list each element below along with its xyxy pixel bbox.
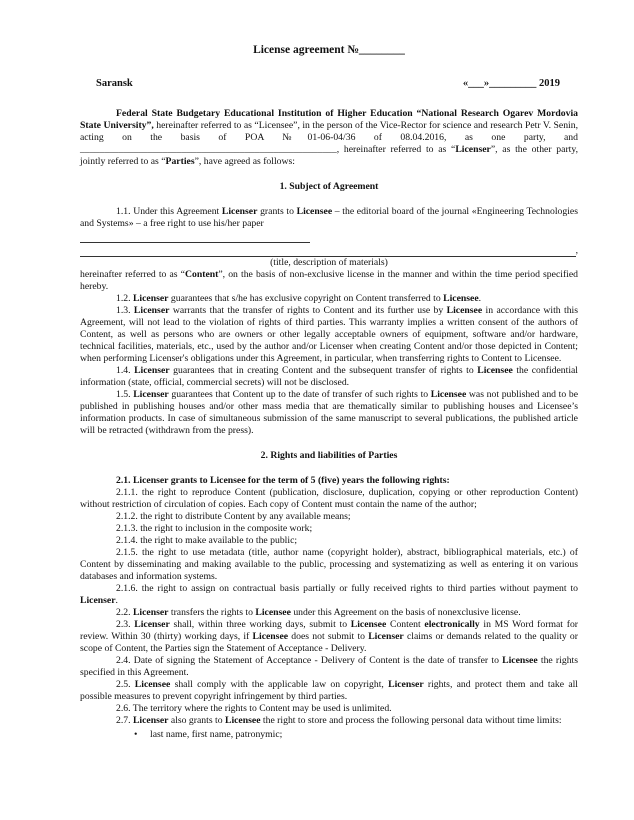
clause-1-2: 1.2. Licenser guarantees that s/he has exclusive copyright on Content transferred to Licensee. — [116, 293, 482, 304]
party-name: Federal State Budgetary Educational Institution of Higher Education “National Research Ogarev Mordovia State University”, — [80, 108, 578, 131]
city: Saransk — [96, 78, 133, 89]
section-2-heading: 2. Rights and liabilities of Parties — [260, 450, 398, 461]
clause-2-1-3: 2.1.3. the right to inclusion in the composite work; — [116, 523, 313, 534]
clause-2-3: 2.3. Licenser shall, within three working days, submit to Licensee Content electronically in MS Word format for review. Within 30 (thirty) working days, if Licensee does not submit to Licenser claims or demands related to the quality or scope of Content, the Parties sign the Statement of Acceptance - Delivery. — [80, 619, 579, 654]
paper-title-blank-2 — [80, 245, 576, 257]
clause-1-1-continuation: hereinafter referred to as “Content”, on the basis of non-exclusive license in the manner and within the time period specified hereby. — [80, 269, 579, 292]
clause-1-4: 1.4. Licenser guarantees that in creating Content and the subsequent transfer of rights to Licensee the confidential information (state, official, commercial secrets) will not be disclosed. — [80, 365, 579, 388]
clause-2-1-1: 2.1.1. the right to reproduce Content (publication, disclosure, duplication, copying or other reproduction Content) without restriction of circulation of copies. Each copy of Content must contain the name of the author; — [80, 487, 578, 510]
clause-2-1-4: 2.1.4. the right to make available to the public; — [116, 535, 298, 546]
clause-2-4: 2.4. Date of signing the Statement of Acceptance - Delivery of Content is the date of transfer to Licensee the rights specified in this Agreement. — [80, 655, 578, 678]
clause-2-6: 2.6. The territory where the rights to Content may be used is unlimited. — [116, 703, 392, 714]
clause-2-1-6: 2.1.6. the right to assign on contractual basis partially or fully received rights to third parties without payment to Licenser. — [80, 583, 578, 606]
bullet-text: last name, first name, patronymic; — [150, 729, 283, 740]
list-item — [80, 729, 578, 741]
clause-2-1: 2.1. Licenser grants to Licensee for the term of 5 (five) years the following rights: — [116, 475, 450, 486]
clause-2-1-5: 2.1.5. the right to use metadata (title, author name (copyright holder), abstract, bibliographical materials, etc.) of Content by disseminating and making available to the public, processing and systematizing as well as entering it on various databases and information systems. — [80, 547, 578, 582]
clause-2-1-2: 2.1.2. the right to distribute Content by any available means; — [116, 511, 351, 522]
intro-paragraph: Federal State Budgetary Educational Institution of Higher Education “National Research Ogarev Mordovia State University”, hereinafter referred to as “Licensee”, in the person of the Vice-Rector for science and research Petr V. Senin, acting on the basis of POA №01-06-04/36 of 08.04.2016, as one party, and _____________________________________________________, hereinafter referred to as “Licenser”, as the other party, jointly referred to as “Parties”, have agreed as follows: — [80, 108, 579, 167]
paper-title-row-2: , — [80, 245, 578, 257]
clause-1-3: 1.3. Licenser warrants that the transfer of rights to Content and its further use by Licensee in accordance with this Agreement, will not lead to the violation of rights of third parties. This warranty implies a written consent of the authors of Content, as well as persons who are owners or other legally acceptable owners of equipment, software and/or hardware, technical facilities, materials, etc., used by the author and/or Licenser when creating Content and/or those depicted in Content; when performing Licenser's obligations under this Agreement, in particular, when transferring rights to Content to Licensee. — [80, 305, 579, 364]
bullet-icon: • — [134, 729, 138, 740]
clause-2-5: 2.5. Licensee shall comply with the applicable law on copyright, Licenser rights, and protect them and take all possible measures to prevent copyright infringement by third parties. — [80, 679, 578, 702]
paper-title-blank-1 — [80, 231, 310, 243]
document-title: License agreement №________ — [253, 44, 405, 56]
clause-1-1: 1.1. Under this Agreement Licenser grants to Licensee – the editorial board of the journal «Engineering Technologies and Systems» – a free right to use his/her paper — [80, 206, 578, 229]
licenser-blank: _____________________________________________________ — [80, 144, 337, 155]
clause-1-5: 1.5. Licenser guarantees that Content up to the date of transfer of such rights to Licensee was not published and to be published in publishing houses and/or other mass media that are thematically similar to publishing houses and Licensee’s information products. In case of simultaneous submission of the same manuscript to several publications, the published article will be retracted (withdrawn from the press). — [80, 389, 578, 436]
materials-caption: (title, description of materials) — [270, 257, 388, 268]
section-1-heading: 1. Subject of Agreement — [279, 181, 379, 192]
clause-2-2: 2.2. Licenser transfers the rights to Licensee under this Agreement on the basis of nonexclusive license. — [116, 607, 521, 618]
clause-2-7: 2.7. Licenser also grants to Licensee the right to store and process the following personal data without time limits: — [116, 715, 562, 726]
agreement-date: «___»_________ 2019 — [462, 78, 560, 89]
place-date-line — [80, 78, 578, 90]
